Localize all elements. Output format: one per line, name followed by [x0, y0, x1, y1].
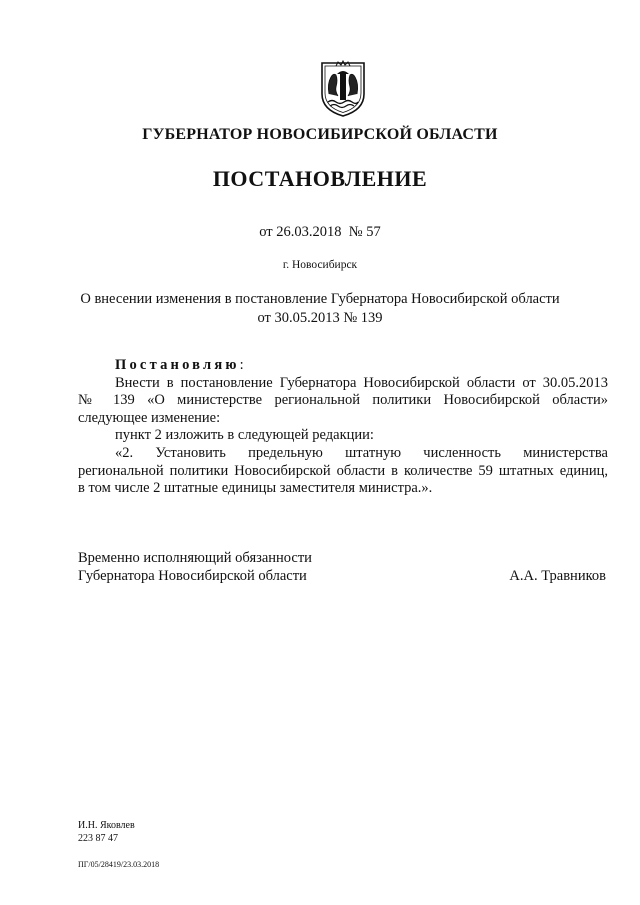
body-line: № 139 «О министерстве региональной политики Новосибирской области»	[78, 392, 608, 409]
document-date: от 26.03.2018	[259, 224, 342, 240]
date-and-number	[0, 224, 640, 241]
document-body	[78, 357, 608, 498]
resolve-word: Постановляю	[115, 357, 240, 373]
executor-info	[78, 820, 135, 845]
body-line: Внести в постановление Губернатора Новосибирской области от 30.05.2013	[115, 374, 608, 391]
body-line: пункт 2 изложить в следующей редакции:	[115, 427, 374, 444]
executor-phone: 223 87 47	[78, 832, 118, 844]
registration-number: ПГ/05/28419/23.03.2018	[78, 860, 160, 869]
document-subject	[0, 290, 640, 328]
executor-name: И.Н. Яковлев	[78, 820, 135, 831]
body-line: «2. Установить предельную штатную численность министерства	[115, 444, 608, 461]
document-type-title: ПОСТАНОВЛЕНИЕ	[212, 166, 428, 191]
subject-line: от 30.05.2013 № 139	[257, 310, 383, 326]
issuing-authority: ГУБЕРНАТОР НОВОСИБИРСКОЙ ОБЛАСТИ	[142, 126, 498, 143]
coat-of-arms-icon	[318, 60, 368, 118]
signatory-position: Губернатора Новосибирской области	[78, 568, 307, 584]
city: г. Новосибирск	[282, 259, 358, 271]
resolve-colon: :	[239, 357, 244, 373]
signatory-name: А.А. Травников	[509, 568, 606, 584]
subject-line: О внесении изменения в постановление Губернатора Новосибирской области	[80, 291, 560, 307]
signatory-position: Временно исполняющий обязанности	[78, 550, 312, 566]
resolution-heading	[78, 357, 608, 375]
body-line: в том числе 2 штатные единицы заместителя министра.».	[78, 480, 433, 497]
body-line: следующее изменение:	[78, 409, 221, 426]
signature-block	[78, 549, 608, 585]
document-number: № 57	[348, 224, 381, 240]
body-line: региональной политики Новосибирской области в количестве 59 штатных единиц,	[78, 462, 608, 479]
